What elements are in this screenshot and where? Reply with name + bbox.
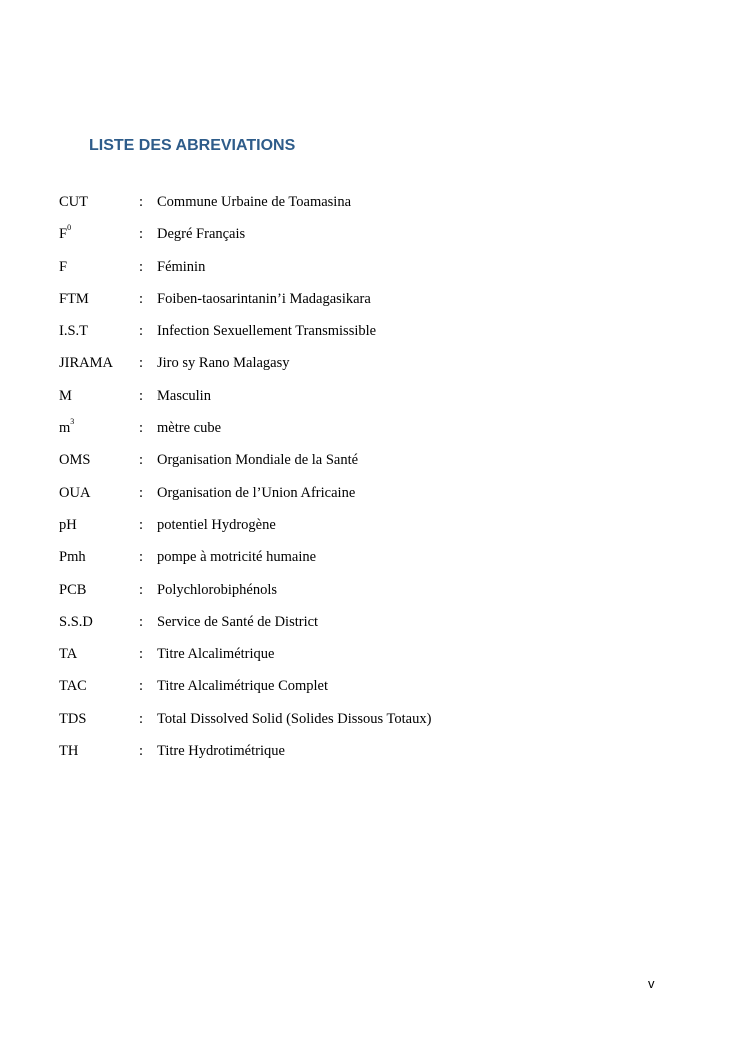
abbreviation-definition: Titre Alcalimétrique Complet [157, 678, 329, 695]
separator-colon: : [139, 516, 144, 533]
separator-colon: : [139, 355, 144, 372]
abbreviation-term: F [59, 258, 68, 275]
abbreviation-definition: Service de Santé de District [157, 613, 319, 630]
abbreviation-definition: potentiel Hydrogène [157, 516, 276, 533]
separator-colon: : [139, 549, 144, 566]
separator-colon: : [139, 613, 144, 630]
abbreviation-definition: pompe à motricité humaine [157, 549, 317, 566]
abbreviation-term: OUA [59, 484, 91, 501]
separator-colon: : [139, 452, 144, 469]
abbreviation-definition: Titre Hydrotimétrique [157, 743, 285, 760]
separator-colon: : [139, 323, 144, 340]
separator-colon: : [139, 743, 144, 760]
abbreviation-term: JIRAMA [59, 355, 113, 372]
abbreviation-row [59, 451, 679, 483]
abbreviation-row [59, 581, 679, 613]
abbreviation-term: M [59, 387, 72, 404]
abbreviation-term: TDS [59, 710, 87, 727]
abbreviation-definition: Commune Urbaine de Toamasina [157, 194, 352, 210]
abbreviation-row [59, 516, 679, 548]
abbreviation-definition: Total Dissolved Solid (Solides Dissous Totaux) [157, 710, 432, 727]
abbreviation-row [59, 258, 679, 290]
abbreviation-definition: Féminin [157, 258, 206, 275]
separator-colon: : [139, 420, 144, 437]
page-title: LISTE DES ABREVIATIONS [89, 137, 296, 154]
abbreviation-term: pH [59, 516, 77, 533]
abbreviation-definition: mètre cube [157, 420, 222, 437]
separator-colon: : [139, 290, 144, 307]
abbreviation-row [59, 225, 679, 257]
separator-colon: : [139, 646, 144, 663]
abbreviation-term: Pmh [59, 549, 86, 566]
abbreviation-term: PCB [59, 581, 87, 598]
abbreviation-row [59, 710, 679, 742]
separator-colon: : [139, 678, 144, 695]
abbreviation-definition: Masculin [157, 387, 211, 404]
abbreviation-definition: Degré Français [157, 226, 246, 243]
abbreviation-definition: Organisation Mondiale de la Santé [157, 452, 359, 469]
abbreviation-row [59, 613, 679, 645]
abbreviation-definition: Polychlorobiphénols [157, 581, 278, 598]
abbreviation-row [59, 645, 679, 677]
abbreviation-definition: Titre Alcalimétrique [157, 646, 275, 663]
separator-colon: : [139, 226, 144, 243]
separator-colon: : [139, 581, 144, 598]
separator-colon: : [139, 710, 144, 727]
abbreviation-superscript: 0 [67, 223, 72, 233]
abbreviation-row [59, 193, 679, 225]
separator-colon: : [139, 387, 144, 404]
abbreviation-row [59, 290, 679, 322]
abbreviation-row [59, 354, 679, 386]
abbreviation-term: S.S.D [59, 613, 93, 630]
abbreviation-row [59, 322, 679, 354]
separator-colon: : [139, 258, 144, 275]
abbreviation-term: FTM [59, 290, 89, 307]
abbreviation-row [59, 677, 679, 709]
abbreviation-term: OMS [59, 452, 91, 469]
abbreviation-row [59, 548, 679, 580]
abbreviation-term: I.S.T [59, 323, 88, 340]
abbreviation-term: TA [59, 646, 78, 663]
abbreviation-term: CUT [59, 194, 88, 210]
abbreviation-row [59, 484, 679, 516]
abbreviation-row [59, 387, 679, 419]
abbreviation-definition: Jiro sy Rano Malagasy [157, 355, 290, 372]
abbreviation-row [59, 419, 679, 451]
abbreviation-row [59, 742, 679, 774]
abbreviation-definition: Organisation de l’Union Africaine [157, 484, 356, 501]
abbreviation-term: $m^3$ [59, 417, 75, 437]
abbreviation-definition: Infection Sexuellement Transmissible [157, 323, 377, 340]
separator-colon: : [139, 484, 144, 501]
abbreviation-term: $F^0$ [59, 223, 72, 243]
abbreviation-definition: Foiben-taosarintanin’i Madagasikara [157, 290, 371, 307]
abbreviation-list [59, 193, 679, 774]
abbreviation-term: TH [59, 743, 79, 760]
separator-colon: : [139, 194, 144, 210]
abbreviation-superscript: 3 [70, 417, 75, 427]
page-number: v [648, 976, 655, 991]
abbreviation-term: TAC [59, 678, 87, 695]
